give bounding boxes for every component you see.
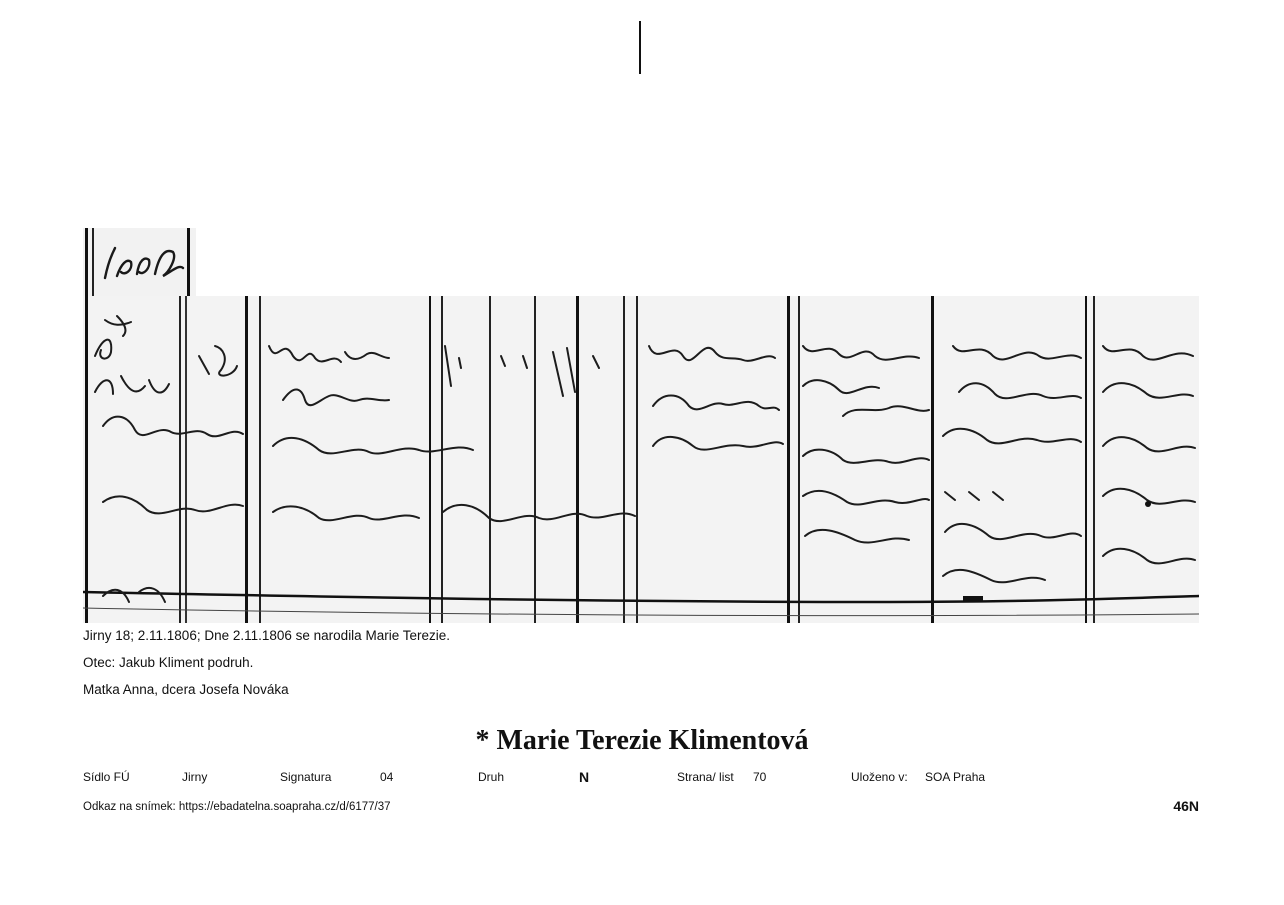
caption-record-summary: Jirny 18; 2.11.1806; Dne 2.11.1806 se narodila Marie Terezie. <box>83 628 450 643</box>
page-code: 46N <box>1173 798 1199 814</box>
meta-sidlo-label: Sídlo FÚ <box>83 770 130 784</box>
record-title: * Marie Terezie Klimentová <box>475 725 809 756</box>
meta-signatura-value: 04 <box>380 770 394 784</box>
meta-ulozeno-value: SOA Praha <box>925 770 986 784</box>
image-link[interactable]: Odkaz na snímek: https://ebadatelna.soapraha.cz/d/6177/37 <box>83 801 391 813</box>
meta-druh-value: N <box>579 769 590 785</box>
caption-father: Otec: Jakub Kliment podruh. <box>83 655 254 670</box>
scan-register-row <box>83 296 1199 623</box>
scan-year-fragment <box>83 228 196 296</box>
caption-mother: Matka Anna, dcera Josefa Nováka <box>83 682 289 697</box>
meta-strana-label: Strana/ list <box>677 770 734 784</box>
meta-sidlo-value: Jirny <box>182 770 208 784</box>
meta-signatura-label: Signatura <box>280 770 332 784</box>
top-divider <box>639 21 641 74</box>
meta-ulozeno-label: Uloženo v: <box>851 770 908 784</box>
meta-strana-value: 70 <box>753 770 767 784</box>
meta-druh-label: Druh <box>478 770 505 784</box>
